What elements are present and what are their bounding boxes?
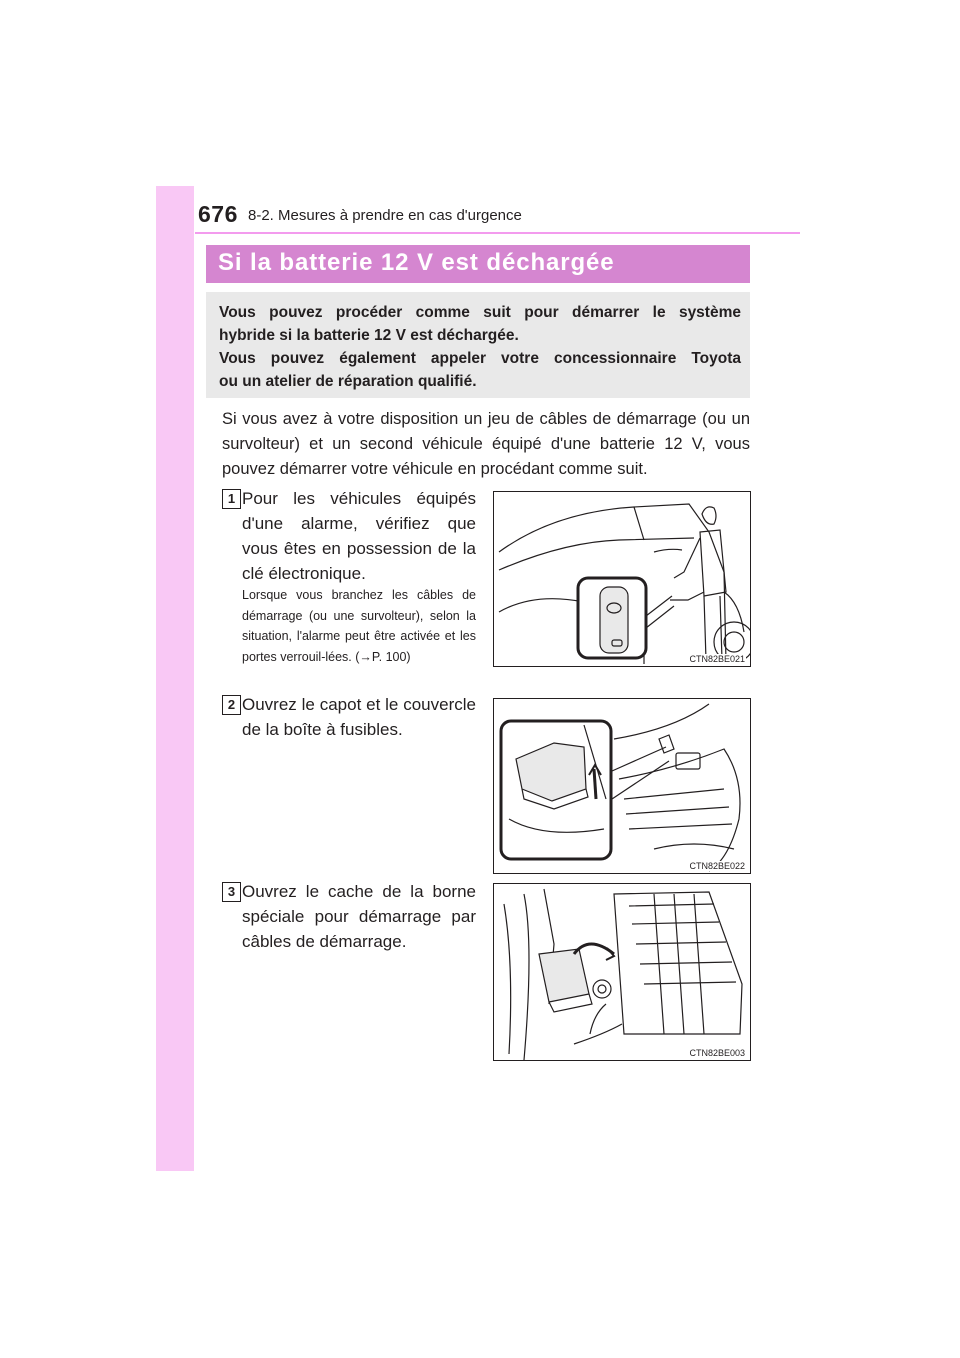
step-1-note: Lorsque vous branchez les câbles de démarrage (ou une survolteur), selon la situation, l'alarme peut être activée et les portes verrouil-lées. (→P. 100) <box>242 588 476 664</box>
body-paragraph: Si vous avez à votre disposition un jeu de câbles de démarrage (ou un survolteur) et un second véhicule équipé d'une batterie 12 V, vous pouvez démarrer votre véhicule en procédant comme suit. <box>222 410 750 478</box>
intro-box <box>206 292 750 398</box>
step-3-text: Ouvrez le cache de la borne spéciale pour démarrage par câbles de démarrage. <box>242 882 476 951</box>
fuse-box-illustration <box>493 698 751 874</box>
intro-line: ou un atelier de réparation qualifié. <box>219 373 477 390</box>
page-number: 676 <box>198 201 238 227</box>
section-title: Si la batterie 12 V est déchargée <box>218 249 615 276</box>
step-1-text: Pour les véhicules équipés d'une alarme, vérifiez que vous êtes en possession de la clé électronique. <box>242 489 476 583</box>
image-code: CTN82BE022 <box>689 861 745 871</box>
step-number-1: 1 <box>222 489 241 509</box>
chapter-title: 8-2. Mesures à prendre en cas d'urgence <box>248 207 522 224</box>
intro-line: hybride si la batterie 12 V est déchargée. <box>219 327 519 344</box>
terminal-cover-illustration <box>493 883 751 1061</box>
step-2-text: Ouvrez le capot et le couvercle de la boîte à fusibles. <box>242 695 476 739</box>
image-code: CTN82BE003 <box>689 1048 745 1058</box>
intro-line: Vous pouvez procéder comme suit pour démarrer le système <box>219 304 741 321</box>
intro-line: Vous pouvez également appeler votre concessionnaire Toyota <box>219 350 741 367</box>
section-heading <box>206 245 750 283</box>
chapter-side-band <box>156 186 194 1171</box>
image-code: CTN82BE021 <box>689 654 745 664</box>
header-divider <box>195 232 800 234</box>
smart-key-illustration <box>493 491 751 667</box>
step-number-3: 3 <box>222 882 241 902</box>
step-number-2: 2 <box>222 695 241 715</box>
